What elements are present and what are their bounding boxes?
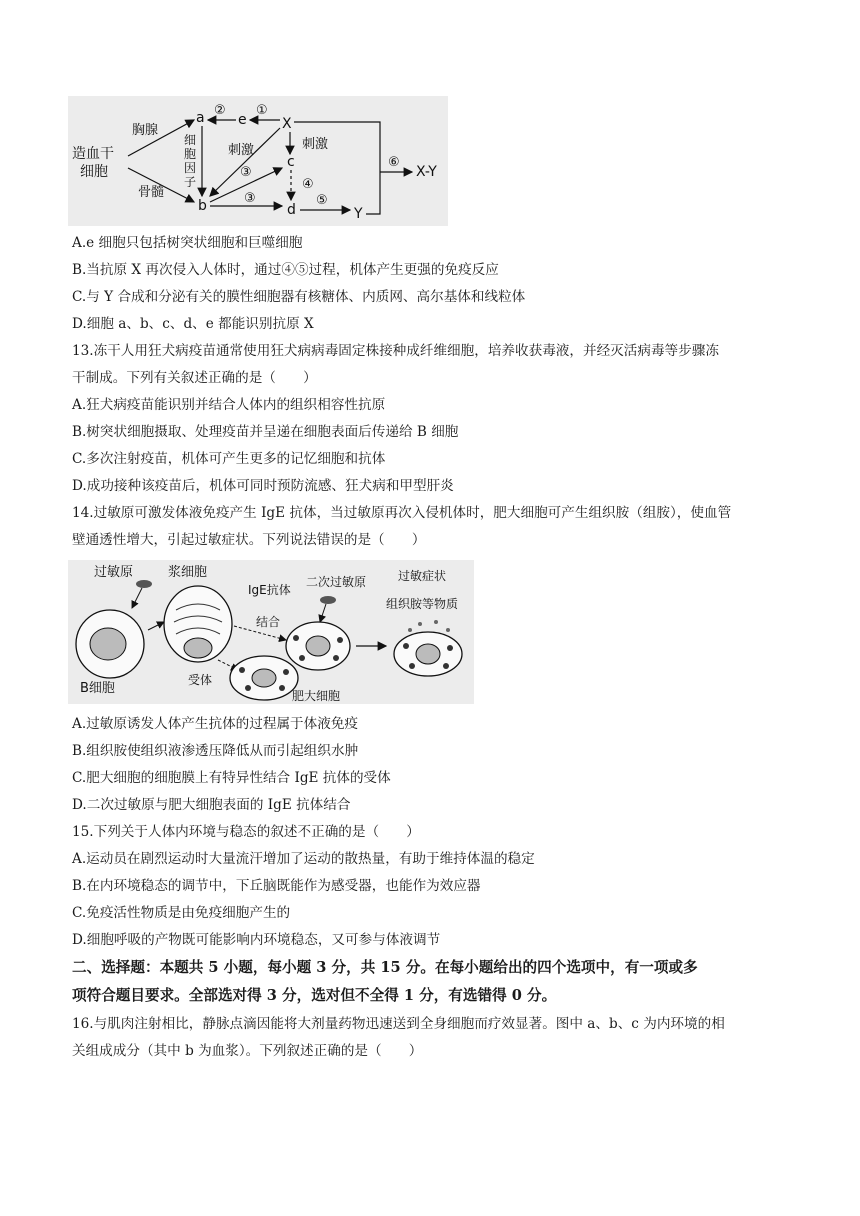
stem-cell-label-2: 细胞 [80,164,108,180]
q13-option-c: C.多次注射疫苗，机体可产生更多的记忆细胞和抗体 [72,451,386,467]
node-X: X [282,116,292,132]
q12-option-c: C.与 Y 合成和分泌有关的膜性细胞器有核糖体、内质网、高尔基体和线粒体 [72,289,526,305]
step-3-lower: ③ [244,191,256,206]
q15-option-a: A.运动员在剧烈运动时大量流汗增加了运动的散热量，有助于维持体温的稳定 [72,851,535,867]
immune-flow-diagram [68,96,448,226]
q15-option-d: D.细胞呼吸的产物既可能影响内环境稳态，又可参与体液调节 [72,932,441,948]
section-2-heading-2: 项符合题目要求。全部选对得 3 分，选对但不全得 1 分，有选错得 0 分。 [72,987,557,1004]
q13-option-b: B.树突状细胞摄取、处理疫苗并呈递在细胞表面后传递给 B 细胞 [72,424,459,440]
node-b: b [198,198,207,214]
q14-option-c: C.肥大细胞的细胞膜上有特异性结合 IgE 抗体的受体 [72,770,391,786]
q12-option-a: A.e 细胞只包括树突状细胞和巨噬细胞 [72,235,303,251]
stimulate-label-right: 刺激 [302,137,329,152]
q14-option-b: B.组织胺使组织液渗透压降低从而引起组织水肿 [72,743,359,759]
mast-cell-label: 肥大细胞 [292,689,341,703]
receptor-label: 受体 [188,673,213,687]
bind-label: 结合 [256,615,281,629]
q15-option-b: B.在内环境稳态的调节中，下丘脑既能作为感受器，也能作为效应器 [72,878,481,894]
step-3-upper: ③ [240,165,252,180]
cytokine-label-2: 胞 [184,147,197,161]
ige-label: IgE抗体 [248,583,291,597]
node-a: a [196,110,205,126]
q15-option-c: C.免疫活性物质是由免疫细胞产生的 [72,905,291,921]
q13-stem-1: 13.冻干人用狂犬病疫苗通常使用狂犬病病毒固定株接种成纤维细胞，培养收获毒液，并经灭活病毒等步骤冻 [72,343,719,359]
q13-stem-2: 干制成。下列有关叙述正确的是（ ） [72,370,317,386]
q16-stem-1: 16.与肌肉注射相比，静脉点滴因能将大剂量药物迅速送到全身细胞而疗效显著。图中 a、b、c 为内环境的相 [72,1016,725,1032]
stem-cell-label: 造血干 [72,146,114,162]
node-e: e [238,112,247,128]
cytokine-label-3: 因 [184,161,197,175]
cytokine-label-4: 子 [184,175,197,189]
q13-option-a: A.狂犬病疫苗能识别并结合人体内的组织相容性抗原 [72,397,386,413]
bone-marrow-label: 骨髓 [138,185,165,200]
thymus-label: 胸腺 [132,123,159,138]
section-2-heading-1: 二、选择题：本题共 5 小题，每小题 3 分，共 15 分。在每小题给出的四个选项中，有一项或多 [72,959,698,976]
step-4: ④ [302,177,314,192]
step-2: ② [214,103,226,118]
node-XY: X-Y [416,164,437,180]
q13-option-d: D.成功接种该疫苗后，机体可同时预防流感、狂犬病和甲型肝炎 [72,478,454,494]
step-5: ⑤ [316,193,328,208]
histamine-label: 组织胺等物质 [386,597,459,611]
second-allergen-label: 二次过敏原 [306,575,367,589]
q14-option-a: A.过敏原诱发人体产生抗体的过程属于体液免疫 [72,716,359,732]
q14-stem-2: 壁通透性增大，引起过敏症状。下列说法错误的是（ ） [72,532,426,548]
q15-stem: 15.下列关于人体内环境与稳态的叙述不正确的是（ ） [72,824,420,840]
q12-option-d: D.细胞 a、b、c、d、e 都能识别抗原 X [72,316,314,332]
stimulate-label-left: 刺激 [228,143,255,158]
node-c: c [287,154,295,170]
symptom-label: 过敏症状 [398,569,447,583]
step-1: ① [256,103,268,118]
q12-option-b: B.当抗原 X 再次侵入人体时，通过④⑤过程，机体产生更强的免疫反应 [72,262,499,278]
cytokine-label-1: 细 [184,133,197,147]
node-Y: Y [354,206,363,222]
q16-stem-2: 关组成成分（其中 b 为血浆）。下列叙述正确的是（ ） [72,1043,423,1059]
plasma-cell-label: 浆细胞 [168,565,208,580]
step-6: ⑥ [388,155,400,170]
allergen-label: 过敏原 [94,565,134,580]
q14-option-d: D.二次过敏原与肥大细胞表面的 IgE 抗体结合 [72,797,351,813]
allergy-mechanism-diagram [68,560,474,704]
q14-stem-1: 14.过敏原可激发体液免疫产生 IgE 抗体，当过敏原再次入侵机体时，肥大细胞可产生组织胺（组胺），使血管 [72,505,732,521]
b-cell-label: B细胞 [80,681,115,696]
node-d: d [287,202,296,218]
